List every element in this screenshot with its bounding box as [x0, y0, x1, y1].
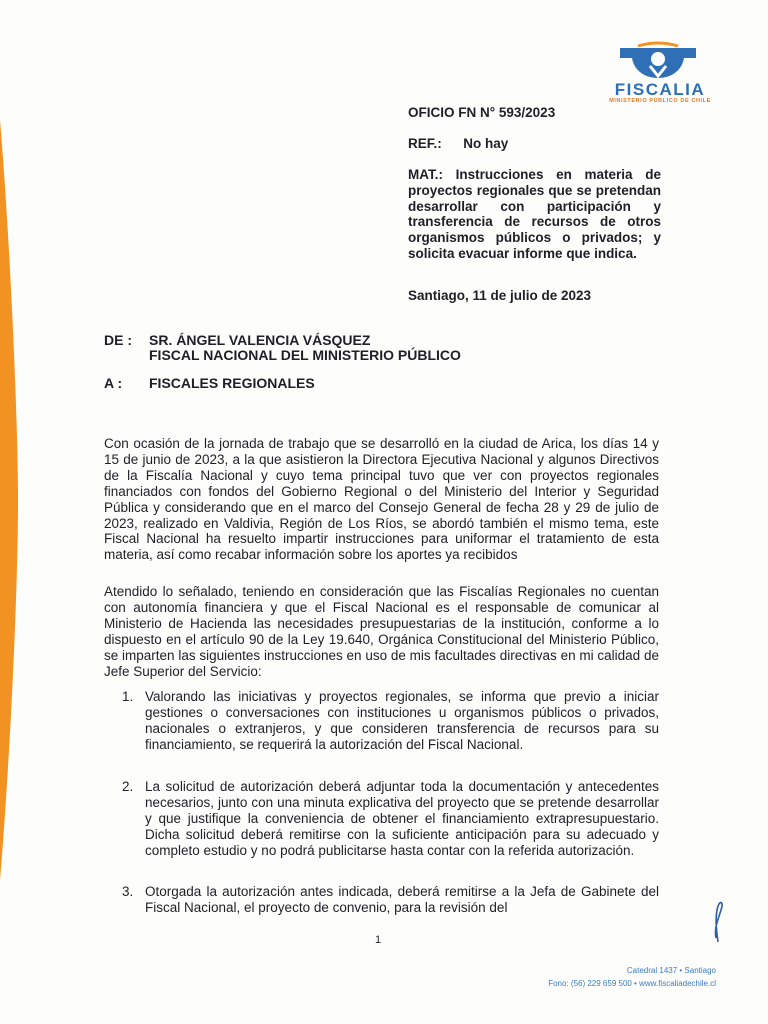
item-number: 3. — [122, 884, 134, 899]
from-name: SR. ÁNGEL VALENCIA VÁSQUEZ — [149, 332, 371, 348]
subject-matter — [408, 167, 661, 262]
logo-subtitle: MINISTERIO PÚBLICO DE CHILE — [609, 98, 711, 104]
reference-line — [408, 136, 662, 152]
item-text: La solicitud de autorización deberá adjuntar toda la documentación y antecedentes necesarios, junto con una minuta explicativa del proyecto que se pretende desarrollar y que justifique la conveniencia de obtener el financiamiento extrapresupuestario. Dicha solicitud deberá remitirse con la suficiente anticipación para su adecuado y completo estudio y no podrá publicitarse hasta contar con la referida autorización. — [145, 779, 659, 858]
from-label: DE : — [104, 332, 132, 348]
item-text: Valorando las iniciativas y proyectos regionales, se informa que previo a iniciar gestiones o conversaciones con instituciones u organismos públicos o privados, nacionales o extranjeros, y que consideren transferencia de recursos para su financiamiento, se requerirá la autorización del Fiscal Nacional. — [145, 689, 659, 752]
place-date: Santiago, 11 de julio de 2023 — [408, 288, 592, 303]
to-label: A : — [104, 375, 123, 391]
ref-label: REF.: — [408, 136, 442, 151]
footer-address: Catedral 1437 • Santiago — [626, 966, 716, 975]
body-paragraph-2: Atendido lo señalado, teniendo en consideración que las Fiscalías Regionales no cuentan con autonomía financiera y que el Fiscal Nacional es el responsable de comunicar al Ministerio de Hacienda las necesidades presupuestarias de la institución, conforme a lo dispuesto en el artículo 90 de la Ley 19.640, Orgánica Constitucional del Ministerio Público, se imparten las siguientes instrucciones en uso de mis facultades directivas en mi calidad de Jefe Superior del Servicio: — [104, 584, 659, 679]
to-value: FISCALES REGIONALES — [149, 375, 315, 391]
item-number: 2. — [122, 779, 134, 794]
handwritten-initial — [704, 898, 730, 946]
page-number: 1 — [374, 934, 382, 946]
ref-value: No hay — [463, 136, 509, 151]
orange-edge-decoration — [0, 120, 18, 880]
logo-wordmark: FISCALIA — [614, 80, 706, 99]
body-paragraph-1: Con ocasión de la jornada de trabajo que se desarrolló en la ciudad de Arica, los días 14 y 15 de junio de 2023, a la que asistieron la Directora Ejecutiva Nacional y algunos Directivos de la Fiscalía Nacional y cuyo tema principal tuvo que ver con proyectos regionales financiados con fondos del Gobierno Regional o del Ministerio del Interior y Seguridad Pública y considerando que en el marco del Consejo General de fecha 28 y 29 de julio de 2023, realizado en Valdivia, Región de Los Ríos, se abordó también el mismo tema, este Fiscal Nacional ha resuelto impartir instrucciones para uniformar el tratamiento de esta materia, así como recabar información sobre los aportes ya recibidos — [104, 436, 659, 563]
item-text: Otorgada la autorización antes indicada, deberá remitirse a la Jefa de Gabinete del Fiscal Nacional, el proyecto de convenio, para la revisión del — [145, 884, 659, 915]
footer-contact: Fono: (56) 229 659 500 • www.fiscaliadechile.cl — [548, 979, 716, 988]
item-number: 1. — [122, 689, 134, 704]
from-title: FISCAL NACIONAL DEL MINISTERIO PÚBLICO — [149, 347, 461, 363]
oficio-number: OFICIO FN N° 593/2023 — [408, 105, 556, 120]
mat-label: MAT.: — [408, 167, 443, 182]
mat-value: Instrucciones en materia de proyectos regionales que se pretendan desarrollar con participación y transferencia de recursos de otros organismos públicos o privados; y solicita evacuar informe que indica. — [408, 167, 661, 261]
